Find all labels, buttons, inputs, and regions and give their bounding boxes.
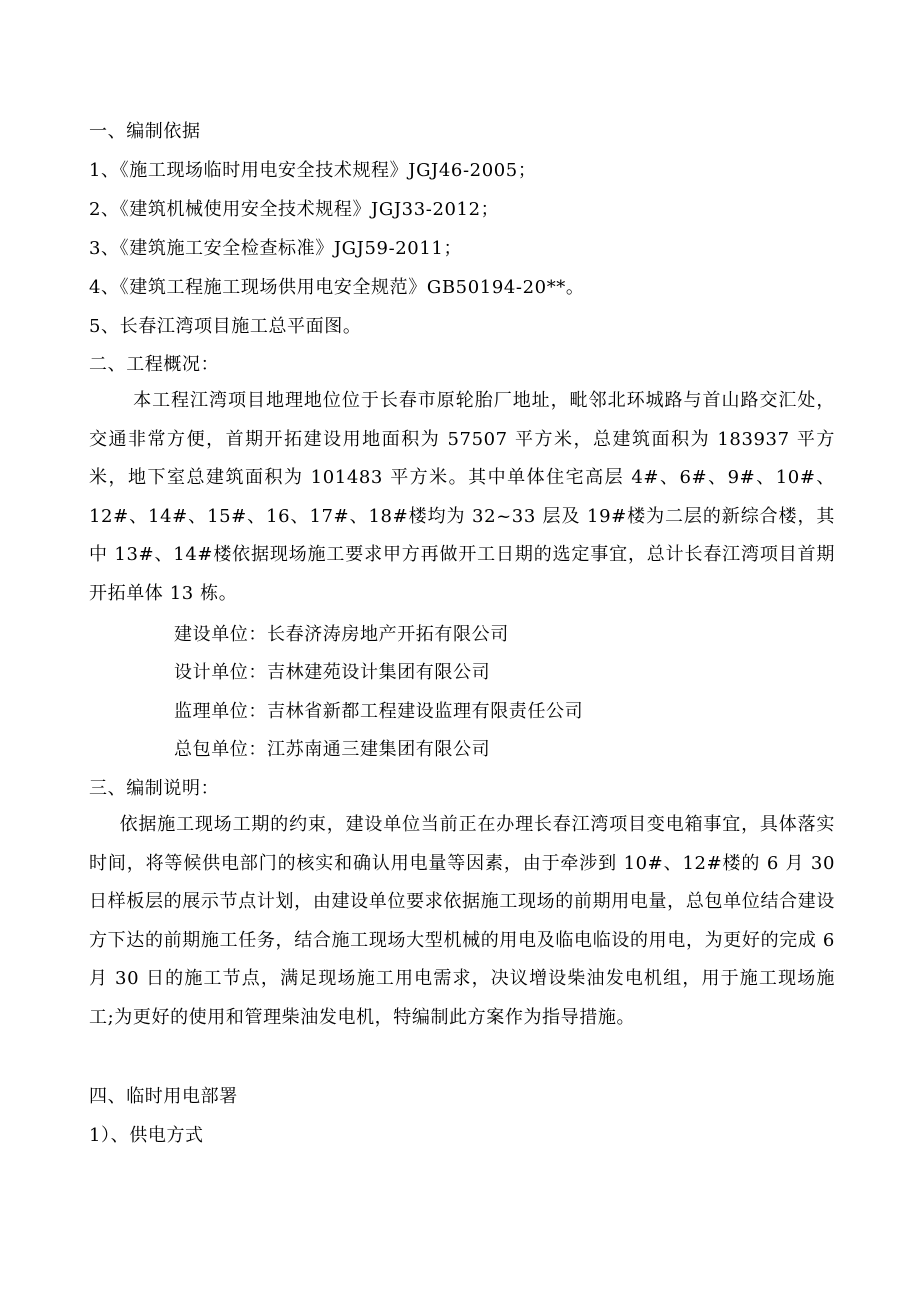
reference-item-5: 5、长春江湾项目施工总平面图。 (89, 316, 362, 337)
reference-item-4: 4、《建筑工程施工现场供用电安全规范》GB50194-20**。 (89, 277, 585, 298)
section1-heading: 一、编制依据 (89, 121, 201, 142)
compilation-notes-paragraph: 依据施工现场工期的约束，建设单位当前正在办理长春江湾项目变电箱事宜，具体落实时间，将等候供电部门的核实和确认用电量等因素，由于牵涉到 10#、12#楼的 6 月 30 日样板层的展示节点计划，由建设单位要求依据施工现场的前期用电量，总包单位结合建设方下达的前期施工任务，结合施工现场大型机械的用电及临电临设的用电，为更好的完成 6 月 30 日的施工节点，满足现场施工用电需求，决议增设柴油发电机组，用于施工现场施工;为更好的使用和管理柴油发电机，特编制此方案作为指导措施。 (89, 814, 835, 1028)
section2-heading: 二、工程概况： (89, 354, 220, 375)
section3-heading: 三、编制说明： (89, 778, 220, 799)
reference-item-1: 1、《施工现场临时用电安全技术规程》JGJ46-2005； (89, 160, 537, 181)
section4-heading: 四、临时用电部署 (89, 1086, 238, 1107)
design-unit: 设计单位：吉林建苑设计集团有限公司 (174, 662, 491, 683)
general-contractor-unit: 总包单位：江苏南通三建集团有限公司 (174, 739, 491, 760)
project-overview-paragraph: 本工程江湾项目地理地位位于长春市原轮胎厂地址，毗邻北环城路与首山路交汇处，交通非常方便，首期开拓建设用地面积为 57507 平方米，总建筑面积为 183937 平方米，地下室总建筑面积为 101483 平方米。其中单体住宅高层 4#、6#、9#、10#、12#、14#、15#、16、17#、18#楼均为 32~33 层及 19#楼为二层的新综合楼，其中 13#、14#楼依据现场施工要求甲方再做开工日期的选定事宜，总计长春江湾项目首期开拓单体 13 栋。 (89, 390, 835, 604)
power-supply-subheading: 1）、供电方式 (89, 1125, 204, 1146)
reference-item-3: 3、《建筑施工安全检查标准》JGJ59-2011； (89, 238, 463, 259)
construction-unit: 建设单位：长春济涛房地产开拓有限公司 (174, 624, 509, 645)
supervision-unit: 监理单位：吉林省新都工程建设监理有限责任公司 (174, 701, 584, 722)
reference-item-2: 2、《建筑机械使用安全技术规程》JGJ33-2012； (89, 199, 500, 220)
